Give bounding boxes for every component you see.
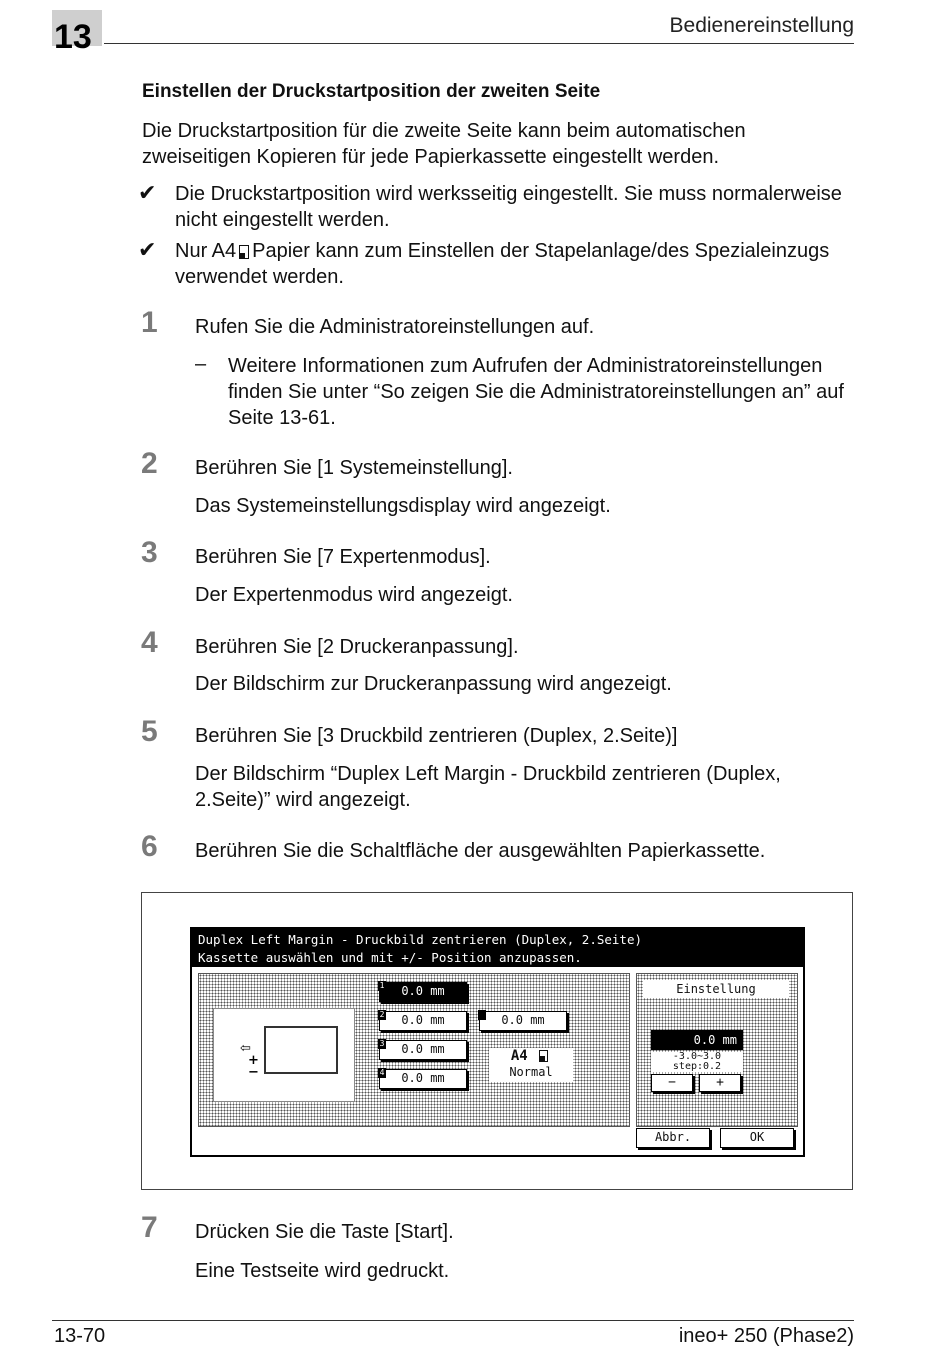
tray-value: 0.0 mm	[401, 1042, 445, 1056]
bypass-tray-icon	[478, 1010, 486, 1020]
paper-size: A4	[489, 1048, 573, 1064]
section-heading: Einstellen der Druckstartposition der zweiten Seite	[142, 81, 601, 102]
step-number: 5	[141, 715, 158, 748]
step-number: 4	[141, 626, 158, 659]
tray-4-button[interactable]	[379, 1069, 467, 1089]
tray-number: 1	[379, 981, 385, 990]
step-result: Der Bildschirm “Duplex Left Margin - Druckbild zentrieren (Duplex, 2.Seite)” wird angezeigt.	[195, 763, 781, 811]
paper-portrait-icon	[539, 1050, 548, 1062]
paper-portrait-icon	[239, 245, 249, 259]
step-number: 1	[141, 306, 158, 339]
intro-paragraph: Die Druckstartposition für die zweite Seite kann beim automatischen zweiseitigen Kopieren für jede Papierkassette eingestellt werden.	[142, 120, 746, 168]
bypass-tray-button[interactable]	[479, 1011, 567, 1031]
step-instruction: Berühren Sie [3 Druckbild zentrieren (Duplex, 2.Seite)]	[195, 725, 678, 747]
adjustment-value: 0.0 mm	[651, 1030, 743, 1050]
step-result: Der Bildschirm zur Druckeranpassung wird angezeigt.	[195, 673, 672, 695]
step-number: 7	[141, 1211, 158, 1244]
tray-value: 0.0 mm	[401, 1013, 445, 1027]
note-a4-only: Nur A4 Papier kann zum Einstellen der Stapelanlage/des Spezialeinzugs verwendet werden.	[175, 240, 830, 288]
note-factory-setting: Die Druckstartposition wird werksseitig eingestellt. Sie muss normalerweise nicht eingestellt werden.	[175, 183, 842, 231]
paper-info	[489, 1048, 573, 1082]
header-divider	[104, 43, 854, 44]
ok-button[interactable]: OK	[720, 1128, 794, 1148]
plus-icon: +	[248, 1053, 259, 1068]
checkmark-icon: ✔	[138, 180, 157, 205]
screen-title-bar	[192, 929, 803, 967]
range-text: -3.0~3.0	[672, 1051, 722, 1062]
footer-divider	[52, 1320, 854, 1321]
list-dash: –	[195, 353, 207, 375]
step-result: Der Expertenmodus wird angezeigt.	[195, 584, 513, 606]
tray-3-button[interactable]	[379, 1040, 467, 1060]
screen-title: Duplex Left Margin - Druckbild zentrieren (Duplex, 2.Seite)	[198, 932, 643, 947]
device-screen	[190, 927, 805, 1157]
tray-2-button[interactable]	[379, 1011, 467, 1031]
step-number: 6	[141, 830, 158, 863]
tray-1-button[interactable]	[379, 982, 467, 1002]
step-number: 3	[141, 536, 158, 569]
tray-value: 0.0 mm	[501, 1013, 545, 1027]
tray-number: 4	[379, 1068, 385, 1077]
tray-selection-panel	[198, 973, 630, 1127]
paper-preview	[264, 1026, 338, 1074]
step-instruction: Drücken Sie die Taste [Start].	[195, 1221, 454, 1243]
adjustment-title: Einstellung	[643, 980, 789, 998]
product-name: ineo+ 250 (Phase2)	[678, 1325, 854, 1347]
cancel-button[interactable]: Abbr.	[636, 1128, 710, 1148]
adjustment-panel	[636, 973, 798, 1127]
tray-value: 0.0 mm	[401, 984, 445, 998]
chapter-number: 13	[52, 10, 102, 46]
tray-number: 3	[379, 1039, 385, 1048]
minus-button[interactable]: −	[651, 1074, 693, 1092]
page-number: 13-70	[54, 1325, 106, 1347]
paper-type: Normal	[509, 1065, 553, 1079]
plus-button[interactable]: +	[699, 1074, 741, 1092]
left-arrow-icon: ⇦	[240, 1041, 251, 1056]
step-instruction: Berühren Sie [1 Systemeinstellung].	[195, 457, 513, 479]
screen-instruction: Kassette auswählen und mit +/- Position anzupassen.	[198, 950, 582, 965]
minus-icon: −	[248, 1065, 259, 1080]
tray-number: 2	[379, 1010, 385, 1019]
step-instruction: Rufen Sie die Administratoreinstellungen auf.	[195, 316, 595, 338]
step-instruction: Berühren Sie [7 Expertenmodus].	[195, 546, 491, 568]
header-title: Bedienereinstellung	[669, 14, 854, 37]
checkmark-icon: ✔	[138, 237, 157, 262]
step-subnote: Weitere Informationen zum Aufrufen der Administratoreinstellungen finden Sie unter “So zeigen Sie die Administratoreinstellungen an” auf Seite 13-61.	[228, 355, 844, 429]
step-result: Das Systemeinstellungsdisplay wird angezeigt.	[195, 495, 611, 517]
print-position-preview	[213, 1008, 355, 1102]
step-instruction: Berühren Sie [2 Druckeranpassung].	[195, 636, 519, 658]
step-result: Eine Testseite wird gedruckt.	[195, 1260, 450, 1282]
tray-value: 0.0 mm	[401, 1071, 445, 1085]
step-text: step:0.2	[672, 1061, 722, 1072]
step-instruction: Berühren Sie die Schaltfläche der ausgewählten Papierkassette.	[195, 840, 766, 862]
step-number: 2	[141, 447, 158, 480]
adjustment-range	[651, 1052, 743, 1072]
